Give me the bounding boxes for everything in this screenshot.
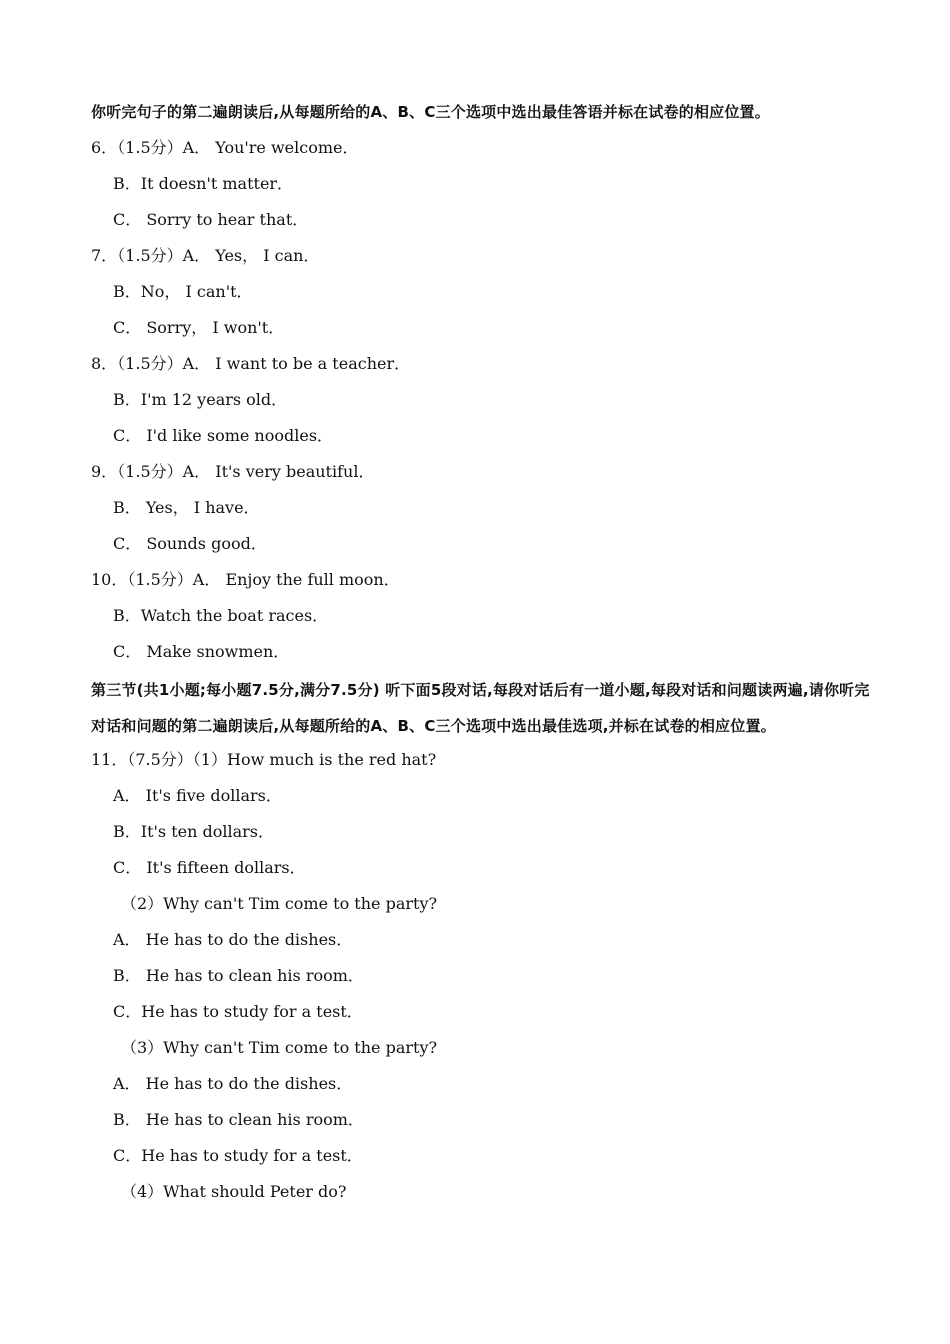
question-9: 9．（1.5分）A． It's very beautiful． [91, 462, 375, 481]
option-8c: C． I'd like some noodles． [113, 426, 334, 445]
option-8b: B．I'm 12 years old． [113, 390, 288, 409]
option-10b: B．Watch the boat races． [113, 606, 329, 625]
option-9b: B． Yes， I have． [113, 498, 260, 517]
section-intro: 你听完句子的第二遍朗读后,从每题所给的A、B、C三个选项中选出最佳答语并标在试卷的相应位置。 [91, 103, 770, 121]
option-11-3a: A． He has to do the dishes． [113, 1074, 353, 1093]
subquestion-11-2: （2）Why can't Tim come to the party? [121, 894, 438, 913]
question-8: 8．（1.5分）A． I want to be a teacher． [91, 354, 411, 373]
exam-page [91, 96, 871, 1212]
option-11-2b: B． He has to clean his room． [113, 966, 364, 985]
question-11: 11．（7.5分）（1）How much is the red hat? [91, 750, 437, 769]
option-11-3c: C．He has to study for a test． [113, 1146, 363, 1165]
question-10: 10．（1.5分）A． Enjoy the full moon． [91, 570, 400, 589]
option-11-3b: B． He has to clean his room． [113, 1110, 364, 1129]
option-11-2a: A． He has to do the dishes． [113, 930, 353, 949]
option-9c: C． Sounds good． [113, 534, 267, 553]
question-7: 7．（1.5分）A． Yes， I can． [91, 246, 320, 265]
subquestion-11-3: （3）Why can't Tim come to the party? [121, 1038, 438, 1057]
subquestion-11-4: （4）What should Peter do? [121, 1182, 347, 1201]
option-6b: B．It doesn't matter． [113, 174, 294, 193]
option-10c: C． Make snowmen． [113, 642, 290, 661]
option-7c: C． Sorry， I won't． [113, 318, 285, 337]
option-11-1a: A． It's five dollars． [113, 786, 282, 805]
option-7b: B．No， I can't． [113, 282, 253, 301]
option-11-2c: C．He has to study for a test． [113, 1002, 363, 1021]
option-11-1b: B．It's ten dollars． [113, 822, 275, 841]
question-6: 6．（1.5分）A． You're welcome． [91, 138, 359, 157]
option-6c: C． Sorry to hear that． [113, 210, 309, 229]
section3-instructions: 第三节(共1小题;每小题7.5分,满分7.5分) 听下面5段对话,每段对话后有一道小题,每段对话和问题读两遍,请你听完对话和问题的第二遍朗读后,从每题所给的A、B、C三个选项中选出最佳选项,并标在试卷的相应位置。 [91, 681, 870, 735]
option-11-1c: C． It's fifteen dollars． [113, 858, 306, 877]
